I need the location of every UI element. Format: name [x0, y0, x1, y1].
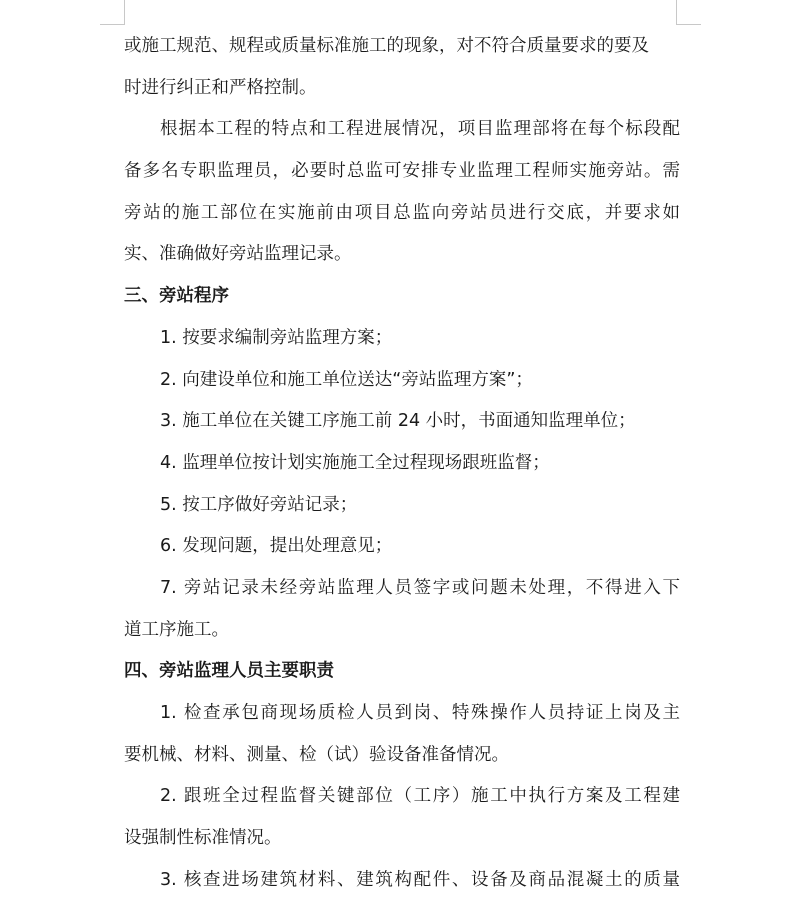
text-line: 旁站的施工部位在实施前由项目总监向旁站员进行交底，并要求如 — [124, 202, 680, 223]
list-item: 6. 发现问题，提出处理意见； — [160, 536, 393, 557]
text-line: 要机械、材料、测量、检（试）验设备准备情况。 — [124, 744, 509, 765]
list-item: 4. 监理单位按计划实施施工全过程现场跟班监督； — [160, 452, 550, 473]
list-item: 7. 旁站记录未经旁站监理人员签字或问题未处理，不得进入下 — [160, 577, 680, 598]
section-heading: 四、旁站监理人员主要职责 — [124, 661, 334, 682]
text-line: 时进行纠正和严格控制。 — [124, 77, 317, 98]
list-item: 2. 跟班全过程监督关键部位（工序）施工中执行方案及工程建 — [160, 786, 680, 807]
text-line: 设强制性标准情况。 — [124, 828, 282, 849]
text-line: 备多名专职监理员，必要时总监可安排专业监理工程师实施旁站。需 — [124, 161, 680, 182]
list-item: 5. 按工序做好旁站记录； — [160, 494, 358, 515]
list-item: 1. 按要求编制旁站监理方案； — [160, 327, 393, 348]
text-line: 或施工规范、规程或质量标准施工的现象，对不符合质量要求的要及 — [124, 36, 649, 56]
section-heading: 三、旁站程序 — [124, 286, 229, 307]
text-line: 实、准确做好旁站监理记录。 — [124, 244, 352, 265]
crop-mark-top-left — [100, 0, 125, 25]
list-item: 3. 核查进场建筑材料、建筑构配件、设备及商品混凝土的质量 — [160, 869, 680, 890]
text-line: 根据本工程的特点和工程进展情况，项目监理部将在每个标段配 — [160, 119, 680, 140]
document-body — [124, 26, 680, 901]
list-item: 1. 检查承包商现场质检人员到岗、特殊操作人员持证上岗及主 — [160, 703, 680, 723]
crop-mark-top-right — [676, 0, 701, 25]
list-item: 2. 向建设单位和施工单位送达“旁站监理方案”； — [160, 369, 533, 390]
text-line: 道工序施工。 — [124, 619, 229, 640]
list-item: 3. 施工单位在关键工序施工前 24 小时，书面通知监理单位； — [160, 411, 636, 432]
